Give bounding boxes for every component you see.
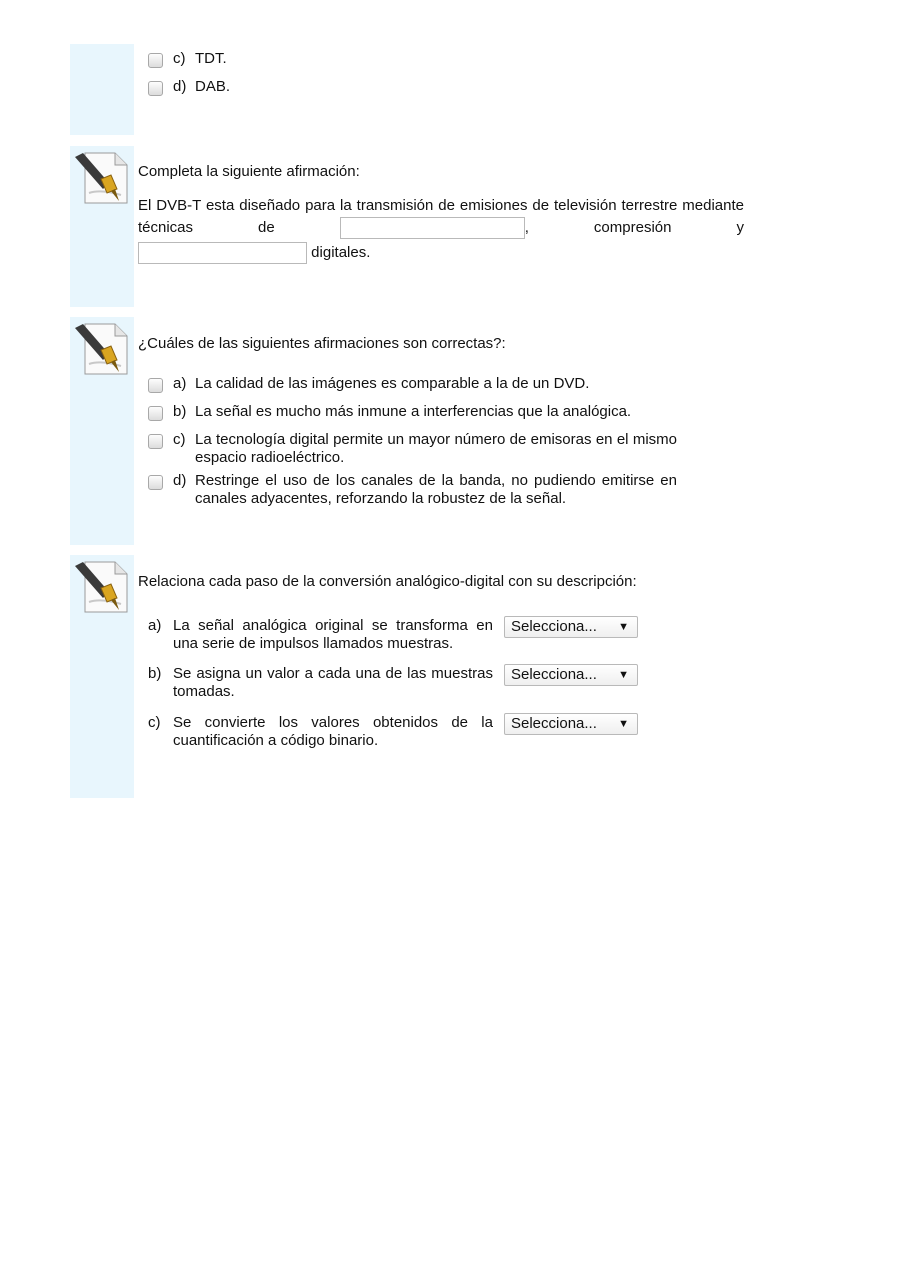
question-prompt: Relaciona cada paso de la conversión analógico-digital con su descripción: bbox=[138, 573, 637, 590]
dropdown-arrow-icon: ▼ bbox=[618, 718, 629, 730]
match-letter: c) bbox=[148, 714, 161, 731]
option-text: La señal es mucho más inmune a interferencias que la analógica. bbox=[195, 403, 632, 420]
checkbox[interactable] bbox=[148, 434, 163, 449]
checkbox[interactable] bbox=[148, 53, 163, 68]
option-letter: c) bbox=[173, 50, 186, 67]
question-stripe bbox=[70, 44, 134, 135]
checkbox[interactable] bbox=[148, 406, 163, 421]
dropdown-arrow-icon: ▼ bbox=[618, 669, 629, 681]
option-text: La calidad de las imágenes es comparable a la de un DVD. bbox=[195, 375, 590, 392]
match-description: La señal analógica original se transforma en una serie de impulsos llamados muestras. bbox=[173, 617, 493, 652]
option-letter: c) bbox=[173, 431, 186, 448]
option-c[interactable] bbox=[148, 50, 227, 68]
pen-paper-icon bbox=[71, 558, 129, 614]
question-block-previous bbox=[70, 44, 770, 135]
option-letter: d) bbox=[173, 78, 187, 95]
statement-text-end: digitales. bbox=[311, 244, 371, 261]
fill-paragraph-end bbox=[138, 242, 370, 264]
question-prompt: Completa la siguiente afirmación: bbox=[138, 163, 360, 180]
select-value: Selecciona... bbox=[511, 618, 597, 635]
match-select-a[interactable] bbox=[504, 616, 638, 638]
dropdown-arrow-icon: ▼ bbox=[618, 621, 629, 633]
option-text: TDT. bbox=[195, 50, 227, 67]
option-letter: a) bbox=[173, 375, 187, 392]
select-value: Selecciona... bbox=[511, 666, 597, 683]
match-select-b[interactable] bbox=[504, 664, 638, 686]
blank-input-1[interactable] bbox=[340, 217, 525, 239]
option-a[interactable] bbox=[148, 375, 677, 393]
pen-paper-icon bbox=[71, 320, 129, 376]
match-letter: a) bbox=[148, 617, 162, 634]
question-block-multiple bbox=[70, 317, 770, 545]
option-d[interactable] bbox=[148, 472, 677, 508]
checkbox[interactable] bbox=[148, 81, 163, 96]
match-description: Se convierte los valores obtenidos de la cuantificación a código binario. bbox=[173, 714, 493, 749]
fill-paragraph bbox=[138, 195, 744, 239]
select-value: Selecciona... bbox=[511, 715, 597, 732]
statement-text: El DVB-T esta diseñado para la transmisión de emisiones de televisión terrestre mediante técnicas de bbox=[138, 197, 744, 236]
option-letter: b) bbox=[173, 403, 187, 420]
question-prompt: ¿Cuáles de las siguientes afirmaciones son correctas?: bbox=[138, 335, 506, 352]
statement-text-mid: , compresión y bbox=[524, 219, 744, 236]
match-description: Se asigna un valor a cada una de las muestras tomadas. bbox=[173, 665, 493, 700]
pen-paper-icon bbox=[71, 149, 129, 205]
option-b[interactable] bbox=[148, 403, 677, 421]
question-block-matching bbox=[70, 555, 770, 798]
option-letter: d) bbox=[173, 472, 187, 489]
option-d[interactable] bbox=[148, 78, 230, 96]
match-select-c[interactable] bbox=[504, 713, 638, 735]
checkbox[interactable] bbox=[148, 378, 163, 393]
option-c[interactable] bbox=[148, 431, 677, 467]
option-text: DAB. bbox=[195, 78, 231, 95]
option-text: La tecnología digital permite un mayor número de emisoras en el mismo espacio radioeléctrico. bbox=[195, 431, 677, 466]
option-text: Restringe el uso de los canales de la banda, no pudiendo emitirse en canales adyacentes, reforzando la robustez de la señal. bbox=[195, 472, 677, 507]
checkbox[interactable] bbox=[148, 475, 163, 490]
blank-input-2[interactable] bbox=[138, 242, 307, 264]
question-block-fill bbox=[70, 146, 770, 307]
match-letter: b) bbox=[148, 665, 162, 682]
